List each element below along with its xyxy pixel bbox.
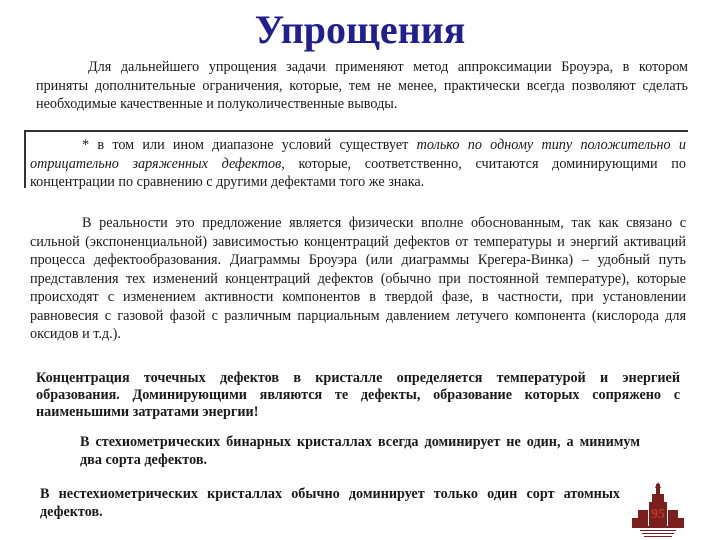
assumption-paragraph	[30, 136, 686, 192]
assumption-tail: , которые, соответственно, считаются доминирующими по концентрации по сравнению с другими дефектами того же знака.	[30, 155, 686, 190]
intro-paragraph: Для дальнейшего упрощения задачи применяют метод аппроксимации Броуэра, в котором приняты дополнительные ограничения, которые, тем не менее, практически всегда позволяют сделать необходимые качественные и полуколичественные выводы.	[36, 59, 688, 112]
assumption-italic: только по одному типу положительно и отрицательно заряженных дефектов	[30, 137, 687, 172]
msu-building-logo-icon	[630, 482, 686, 540]
assumption-lead: * в том или ином диапазоне условий существует	[82, 137, 417, 153]
nonstoichiometric-statement: В нестехиометрических кристаллах обычно доминирует только один сорт атомных дефектов.	[40, 486, 620, 520]
reality-paragraph: В реальности это предложение является физически вполне обоснованным, так как связано с сильной (экспоненциальной) зависимостью концентраций дефектов от температуры и энергий активаций процесса дефектообразования. Диаграммы Броуэра (или диаграммы Крегера-Винка) – удобный путь представления тех изменений концентраций дефектов (обычно при постоянной температуре), которые происходят с изменением активности компонентов в твердой фазе, в частности, при установлении равновесия с газовой фазой с различным парциальным давлением летучего компонента (кислорода для оксидов и т.д.).	[30, 215, 686, 342]
page-title: Упрощения	[254, 7, 466, 52]
logo-number: 95	[651, 507, 665, 522]
concentration-statement: Концентрация точечных дефектов в кристалле определяется температурой и энергией образования. Доминирующими являются те дефекты, образование которых сопряжено с наименьшими затратами энергии!	[36, 370, 680, 420]
stoichiometric-statement: В стехиометрических бинарных кристаллах всегда доминирует не один, а минимум два сорта дефектов.	[80, 434, 640, 468]
